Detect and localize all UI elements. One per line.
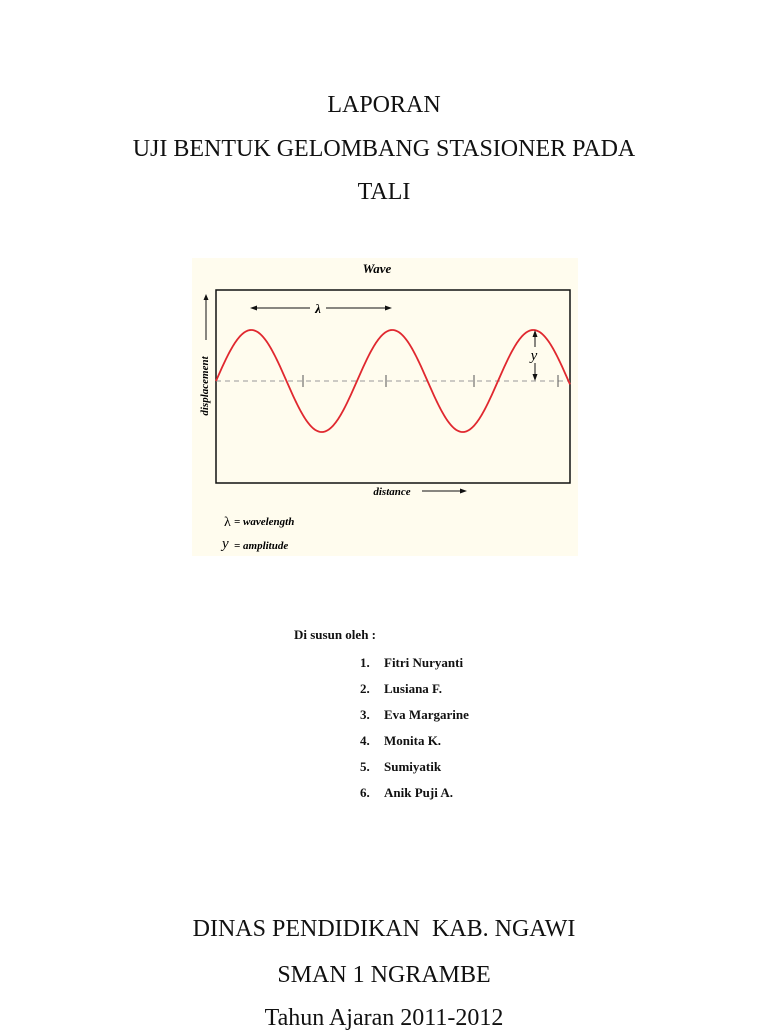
author-item [360,681,442,697]
wavelength-arrowhead-left [250,306,257,311]
plot-frame [216,290,570,483]
author-item [360,759,441,775]
author-number: 4. [360,733,370,748]
author-item [360,655,463,671]
author-name: Monita K. [384,733,442,748]
author-name: Lusiana F. [384,681,443,696]
legend-symbol-amplitude: y [222,536,229,552]
figure-legend [220,515,294,552]
author-number: 3. [360,707,370,722]
author-name: Sumiyatik [384,759,442,774]
footer-institution: DINAS PENDIDIKAN KAB. NGAWI [192,916,576,942]
author-name: Fitri Nuryanti [384,655,464,670]
author-item [360,785,453,801]
x-axis-arrowhead [460,489,467,494]
author-number: 2. [360,681,370,696]
legend-symbol-wavelength: λ [224,515,231,530]
author-number: 6. [360,785,370,800]
wave-diagram [192,258,578,556]
footer-academic-year: Tahun Ajaran 2011-2012 [264,1005,504,1031]
author-name: Anik Puji A. [384,785,453,800]
footer-school: SMAN 1 NGRAMBE [277,962,491,988]
author-item [360,707,469,723]
figure-title: Wave [362,261,392,276]
wavelength-arrowhead-right [385,306,392,311]
wavelength-symbol: λ [315,301,321,316]
title-line-1: LAPORAN [327,92,441,118]
author-number: 1. [360,655,370,670]
author-item [360,733,441,749]
y-axis-arrowhead [204,294,209,300]
x-axis-label: distance [373,486,411,498]
authors-heading: Di susun oleh : [294,627,376,642]
title-line-2: UJI BENTUK GELOMBANG STASIONER PADA [132,136,636,162]
legend-text-wavelength: = wavelength [234,516,295,528]
amplitude-symbol: y [530,348,538,364]
baseline-ticks [303,375,558,387]
title-line-3: TALI [357,179,411,205]
wave-diagram-svg [192,258,578,556]
amplitude-arrowhead-bottom [533,374,538,381]
author-name: Eva Margarine [384,707,469,722]
y-axis-label: displacement [199,356,211,416]
legend-text-amplitude: = amplitude [234,540,289,552]
author-number: 5. [360,759,370,774]
